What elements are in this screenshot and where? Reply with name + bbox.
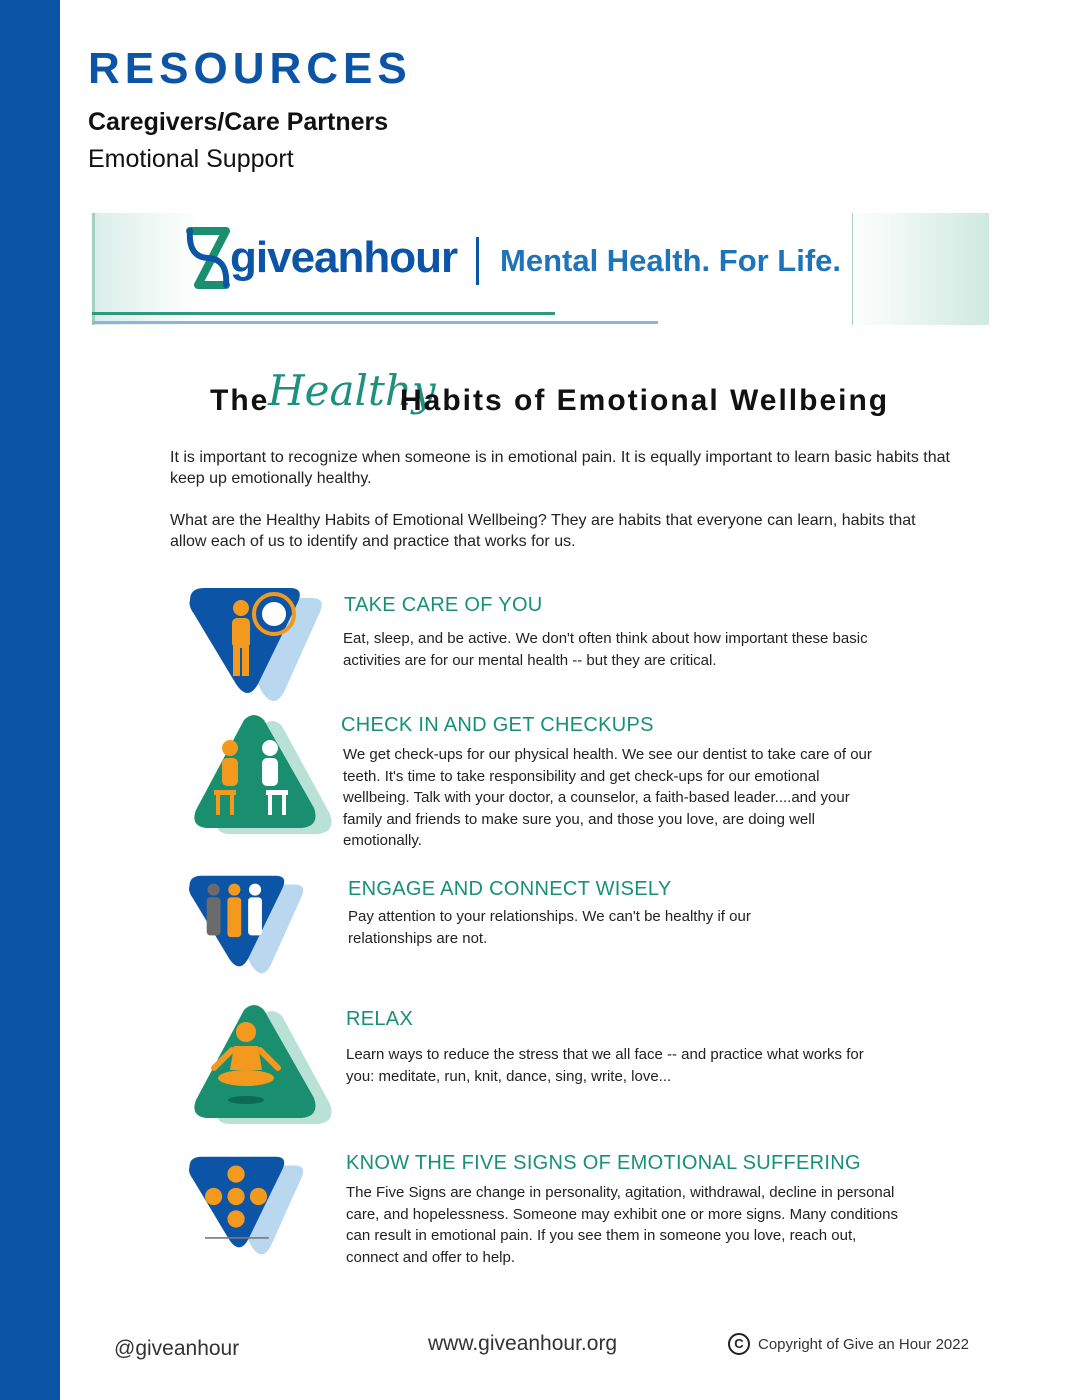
habit-title: TAKE CARE OF YOU: [344, 594, 543, 616]
heading-word-the: The: [210, 384, 270, 417]
habit-title: RELAX: [346, 1008, 414, 1030]
left-accent-bar: [0, 0, 60, 1400]
person-self-care-icon: [186, 586, 332, 704]
five-faces-icon: [186, 1150, 312, 1262]
habit-item: [186, 714, 946, 849]
habit-item: [186, 870, 946, 986]
resource-category: Caregivers/Care Partners: [88, 108, 389, 136]
social-handle: @giveanhour: [114, 1337, 240, 1360]
brand-name: giveanhour: [230, 233, 458, 282]
giveanhour-banner: [92, 213, 989, 325]
habit-item: [186, 1004, 946, 1128]
section-heading: [210, 366, 910, 438]
banner-right-fade: [849, 213, 989, 325]
two-people-talking-icon: [186, 714, 332, 836]
meditating-person-icon: [186, 1004, 332, 1126]
intro-paragraph: It is important to recognize when someone is in emotional pain. It is equally important to learn basic habits that keep up emotionally healthy.: [170, 449, 950, 487]
habit-title: CHECK IN AND GET CHECKUPS: [341, 714, 654, 736]
habit-title: ENGAGE AND CONNECT WISELY: [348, 878, 672, 900]
banner-rule-blue: [92, 321, 658, 324]
group-of-people-icon: [186, 870, 312, 980]
hourglass-logo-icon: [184, 227, 232, 289]
banner-divider-line: [852, 213, 853, 325]
habit-body: The Five Signs are change in personality, agitation, withdrawal, decline in personal care, and hopelessness. Someone may exhibit one or more signs. Many conditions can result in emotional pain. If you see them in someone you love, reach out, connect and offer to help.: [346, 1184, 898, 1266]
copyright-icon: C: [728, 1333, 750, 1355]
habit-body: Pay attention to your relationships. We can't be healthy if our relationships are not.: [348, 908, 751, 947]
habit-item: [186, 586, 946, 706]
habit-item: [186, 1150, 946, 1276]
heading-rest: Habits of Emotional Wellbeing: [400, 384, 890, 417]
resource-topic: Emotional Support: [88, 145, 294, 173]
habit-body: Learn ways to reduce the stress that we all face -- and practice what works for you: meditate, run, knit, dance, sing, write, love...: [346, 1046, 864, 1085]
intro-paragraph: What are the Healthy Habits of Emotional Wellbeing? They are habits that everyone can learn, habits that allow each of us to identify and practice that works for us.: [170, 512, 916, 550]
heading-word-healthy: Healthy: [268, 366, 436, 415]
copyright-notice: Copyright of Give an Hour 2022: [758, 1336, 969, 1353]
page-title: RESOURCES: [88, 44, 412, 93]
brand-divider: [476, 237, 479, 285]
habit-body: We get check-ups for our physical health. We see our dentist to take care of our teeth. It's time to take responsibility and get check-ups for our emotional wellbeing. Talk with your doctor, a counselor, a faith-based leader....and your family and friends to make sure you, and those you love, are doing well emotionally.: [343, 746, 872, 849]
brand-tagline: Mental Health. For Life.: [500, 243, 842, 278]
website-link[interactable]: www.giveanhour.org: [428, 1332, 618, 1355]
habit-title: KNOW THE FIVE SIGNS OF EMOTIONAL SUFFERING: [346, 1152, 861, 1174]
banner-left-edge: [92, 213, 95, 325]
banner-rule-green: [92, 312, 555, 315]
habit-body: Eat, sleep, and be active. We don't often think about how important these basic activities are for our mental health -- but they are critical.: [343, 630, 868, 669]
